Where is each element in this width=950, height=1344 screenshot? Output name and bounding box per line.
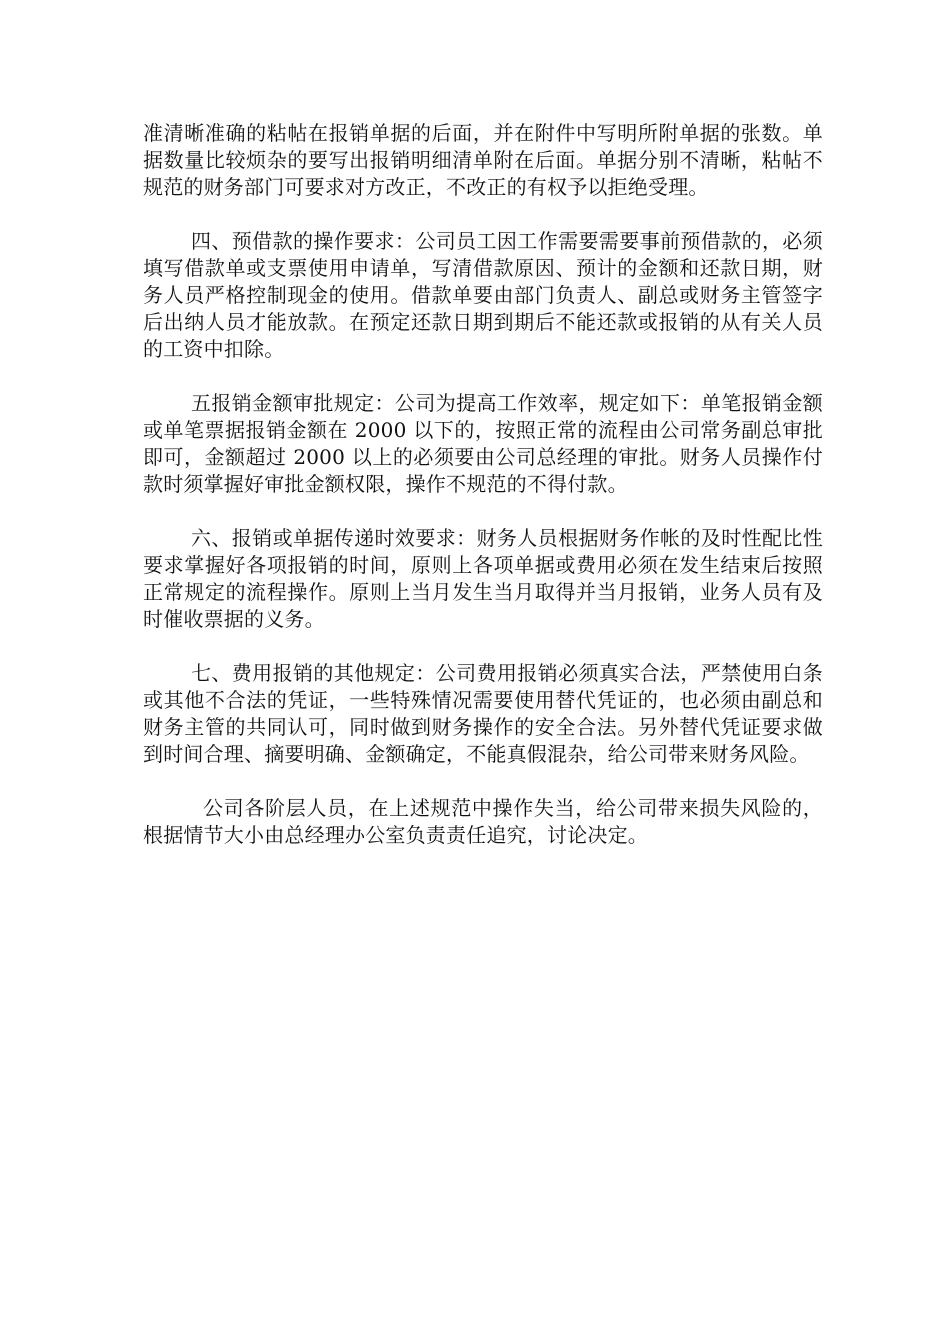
- paragraph-other-rules: 七、费用报销的其他规定：公司费用报销必须真实合法，严禁使用白条或其他不合法的凭证，一些特殊情况需要使用替代凭证的，也必须由副总和财务主管的共同认可，同时做到财务操作的安全合法。另外替代凭证要求做到时间合理、摘要明确、金额确定，不能真假混杂，给公司带来财务风险。: [143, 661, 823, 766]
- paragraph-timeliness-requirements: 六、报销或单据传递时效要求：财务人员根据财务作帐的及时性配比性要求掌握好各项报销的时间，原则上各项单据或费用必须在发生结束后按照正常规定的流程操作。原则上当月发生当月取得并当月报销，业务人员有及时催收票据的义务。: [143, 526, 823, 631]
- paragraph-approval-limits: 五报销金额审批规定：公司为提高工作效率，规定如下：单笔报销金额或单笔票据报销金额在 2000 以下的，按照正常的流程由公司常务副总审批即可，金额超过 2000 以上的必须要由公司总经理的审批。财务人员操作付款时须掌握好审批金额权限，操作不规范的不得付款。: [143, 391, 823, 496]
- paragraph-advance-loan-rules: 四、预借款的操作要求：公司员工因工作需要需要事前预借款的，必须填写借款单或支票使用申请单，写清借款原因、预计的金额和还款日期，财务人员严格控制现金的使用。借款单要由部门负责人、副总或财务主管签字后出纳人员才能放款。在预定还款日期到期后不能还款或报销的从有关人员的工资中扣除。: [143, 229, 823, 361]
- paragraph-attachment-continuation: 准清晰准确的粘帖在报销单据的后面，并在附件中写明所附单据的张数。单据数量比较烦杂的要写出报销明细清单附在后面。单据分别不清晰，粘帖不规范的财务部门可要求对方改正，不改正的有权予以拒绝受理。: [143, 121, 823, 199]
- document-body: [143, 120, 823, 876]
- paragraph-accountability: 公司各阶层人员，在上述规范中操作失当，给公司带来损失风险的，根据情节大小由总经理办公室负责责任追究，讨论决定。: [143, 796, 823, 847]
